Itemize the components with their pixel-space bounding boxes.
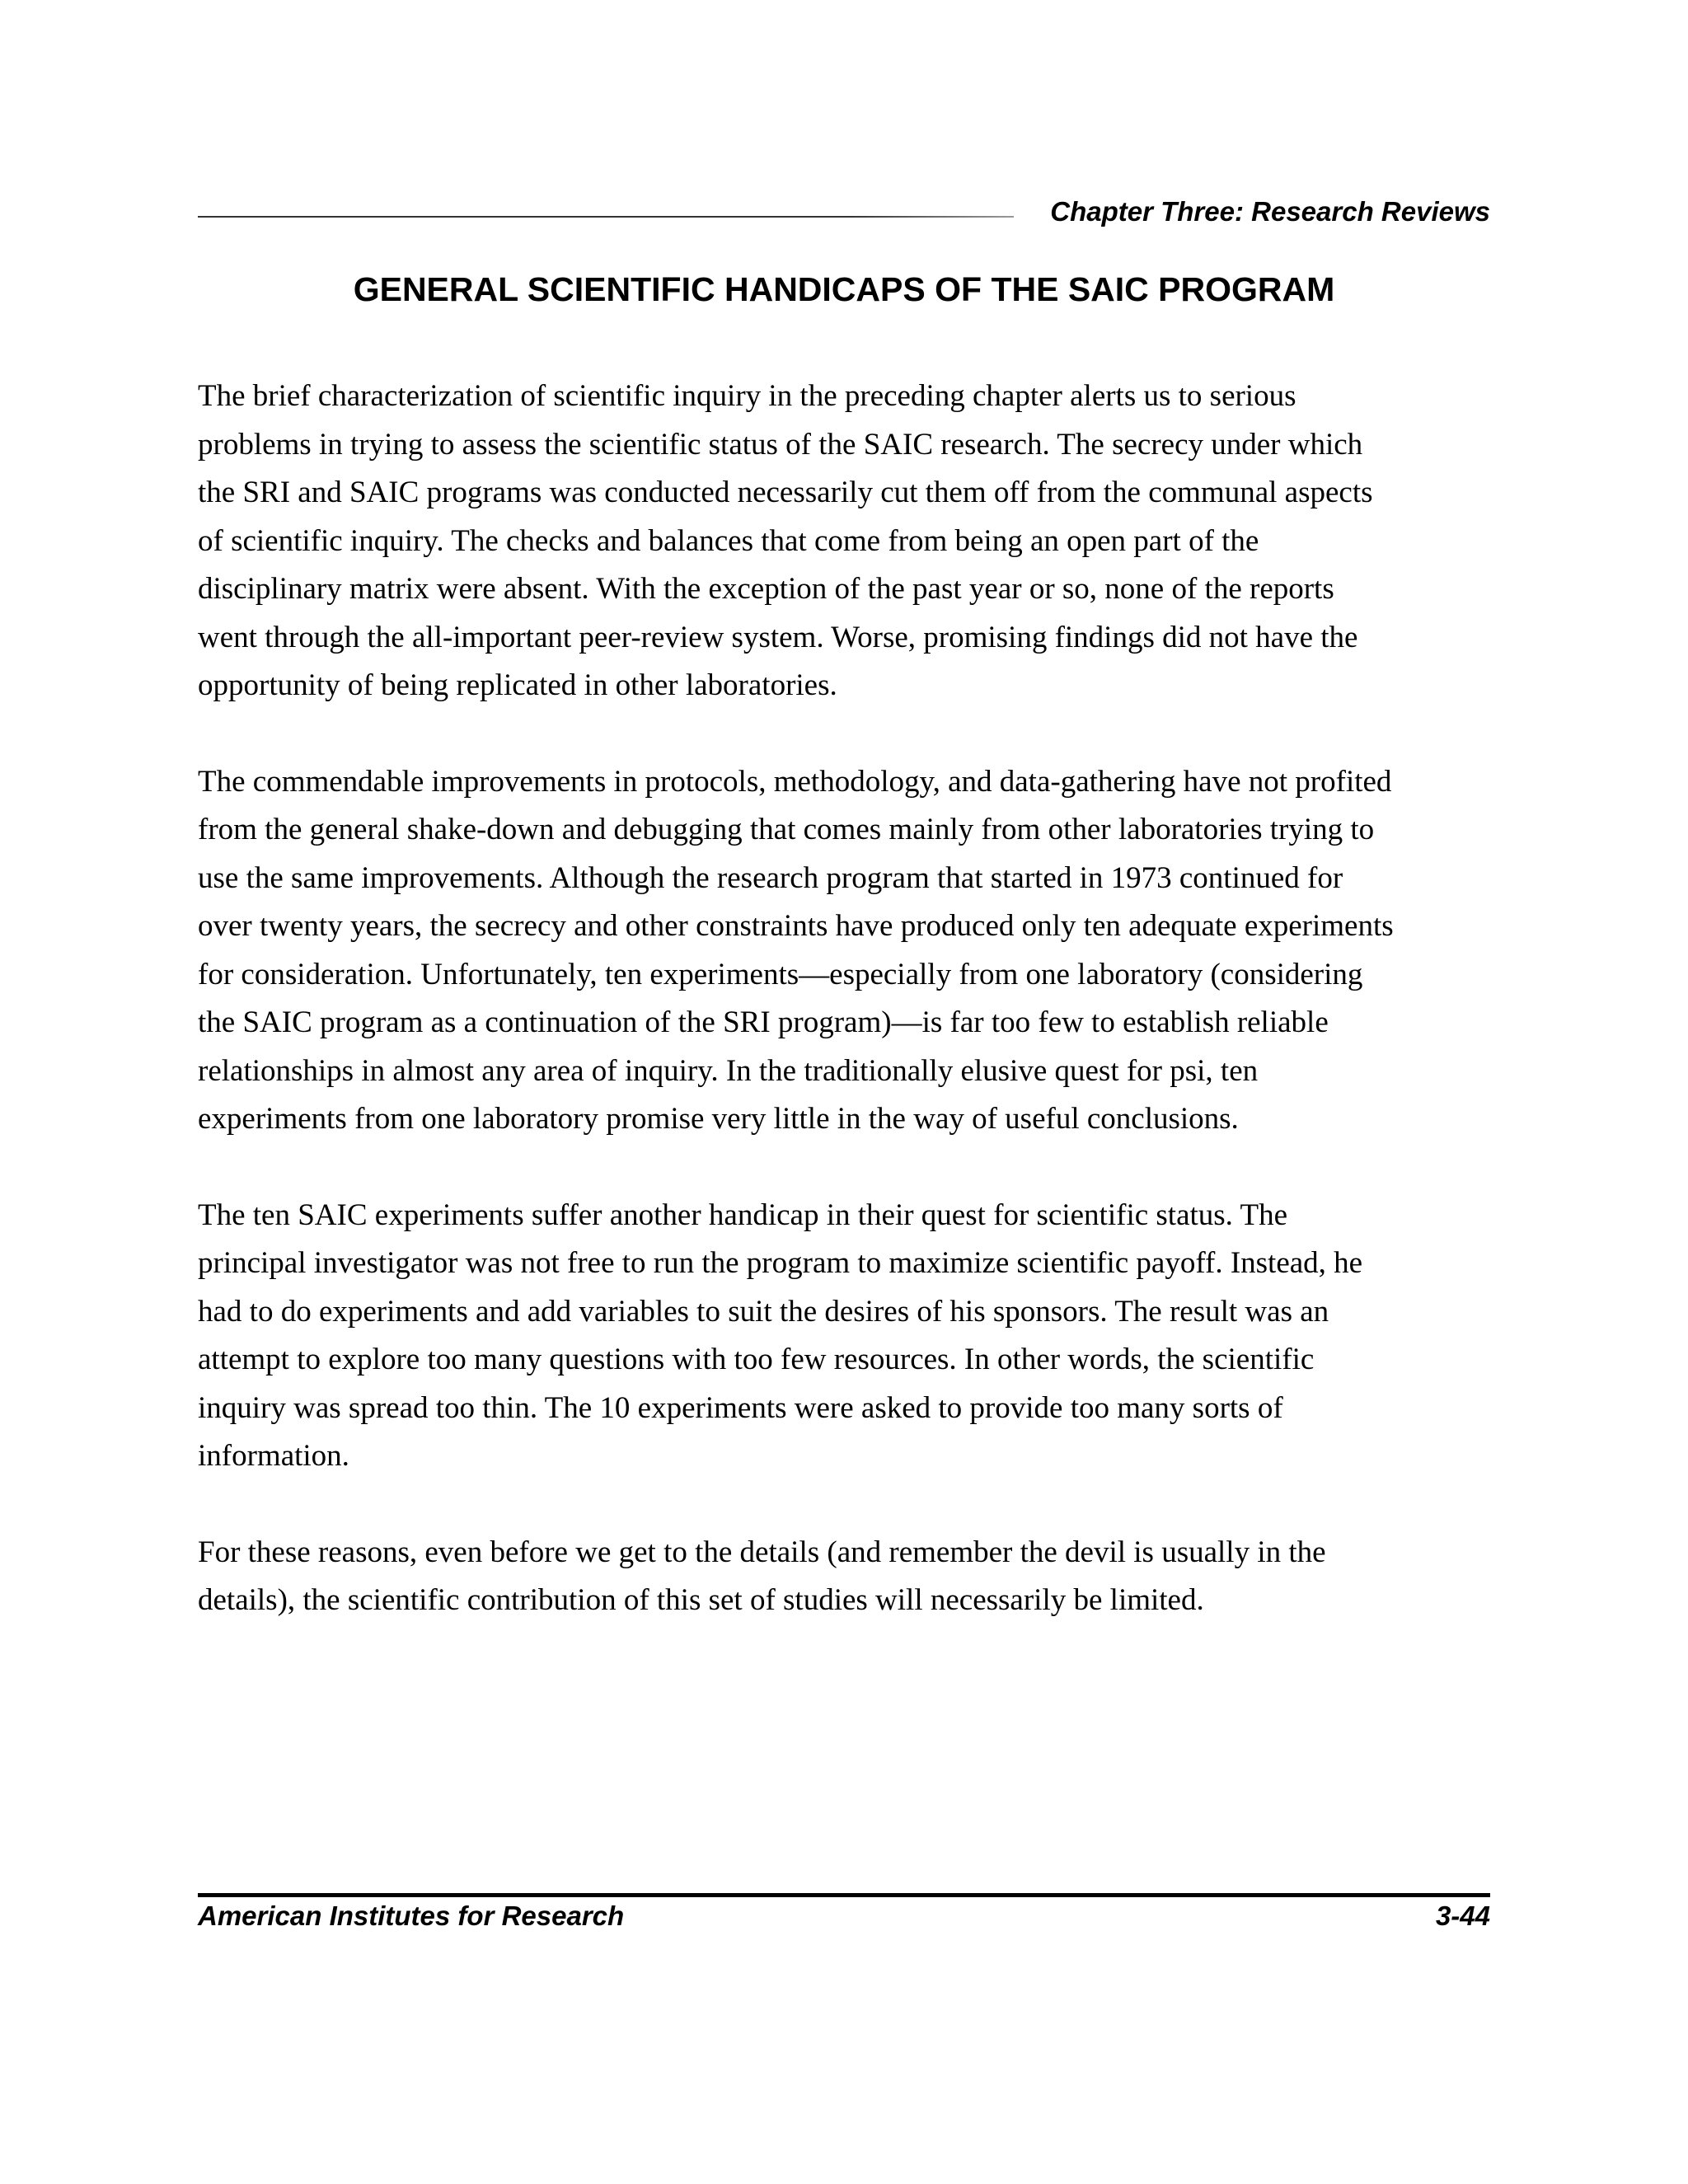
paragraph-3	[198, 1192, 1500, 1481]
text-line: inquiry was spread too thin. The 10 experiments were asked to provide too many sorts of	[198, 1390, 1283, 1425]
page-number: 3-44	[1435, 1900, 1490, 1931]
body-text	[198, 373, 1500, 1673]
text-line: from the general shake-down and debugging that comes mainly from other laboratories trying to	[198, 813, 1375, 846]
paragraph-2	[198, 758, 1500, 1144]
text-line: The brief characterization of scientific inquiry in the preceding chapter alerts us to serious	[198, 379, 1296, 413]
text-line: the SAIC program as a continuation of the SRI program)—is far too few to establish reliable	[198, 1005, 1329, 1039]
paragraph-1	[198, 373, 1500, 710]
text-line: details), the scientific contribution of this set of studies will necessarily be limited.	[198, 1583, 1204, 1617]
paragraph-4	[198, 1529, 1500, 1625]
text-line: attempt to explore too many questions with too few resources. In other words, the scientific	[198, 1343, 1315, 1376]
text-line: The ten SAIC experiments suffer another handicap in their quest for scientific status. The	[198, 1197, 1288, 1232]
text-line: relationships in almost any area of inquiry. In the traditionally elusive quest for psi, ten	[198, 1053, 1259, 1088]
text-line: went through the all-important peer-review system. Worse, promising findings did not have the	[198, 620, 1358, 654]
text-line: principal investigator was not free to run the program to maximize scientific payoff. Instead, he	[198, 1246, 1363, 1280]
text-line: For these reasons, even before we get to the details (and remember the devil is usually in the	[198, 1535, 1326, 1569]
text-line: problems in trying to assess the scientific status of the SAIC research. The secrecy under which	[198, 427, 1363, 462]
text-line: opportunity of being replicated in other laboratories.	[198, 668, 837, 702]
page-title: GENERAL SCIENTIFIC HANDICAPS OF THE SAIC PROGRAM	[353, 270, 1335, 308]
text-line: information.	[198, 1439, 349, 1473]
header-rule	[198, 216, 1014, 218]
running-head: Chapter Three: Research Reviews	[1050, 196, 1490, 227]
text-line: had to do experiments and add variables to suit the desires of his sponsors. The result was an	[198, 1294, 1329, 1329]
text-line: use the same improvements. Although the research program that started in 1973 continued for	[198, 860, 1343, 895]
text-line: experiments from one laboratory promise very little in the way of useful conclusions.	[198, 1102, 1239, 1136]
footer-organization: American Institutes for Research	[198, 1900, 625, 1931]
text-line: of scientific inquiry. The checks and balances that come from being an open part of the	[198, 523, 1259, 558]
text-line: The commendable improvements in protocols, methodology, and data-gathering have not profited	[198, 764, 1392, 799]
text-line: the SRI and SAIC programs was conducted necessarily cut them off from the communal aspects	[198, 476, 1373, 509]
footer-rule	[198, 1893, 1490, 1897]
text-line: over twenty years, the secrecy and other constraints have produced only ten adequate experiments	[198, 909, 1394, 943]
text-line: disciplinary matrix were absent. With the exception of the past year or so, none of the reports	[198, 572, 1334, 606]
text-line: for consideration. Unfortunately, ten experiments—especially from one laboratory (considering	[198, 957, 1363, 991]
